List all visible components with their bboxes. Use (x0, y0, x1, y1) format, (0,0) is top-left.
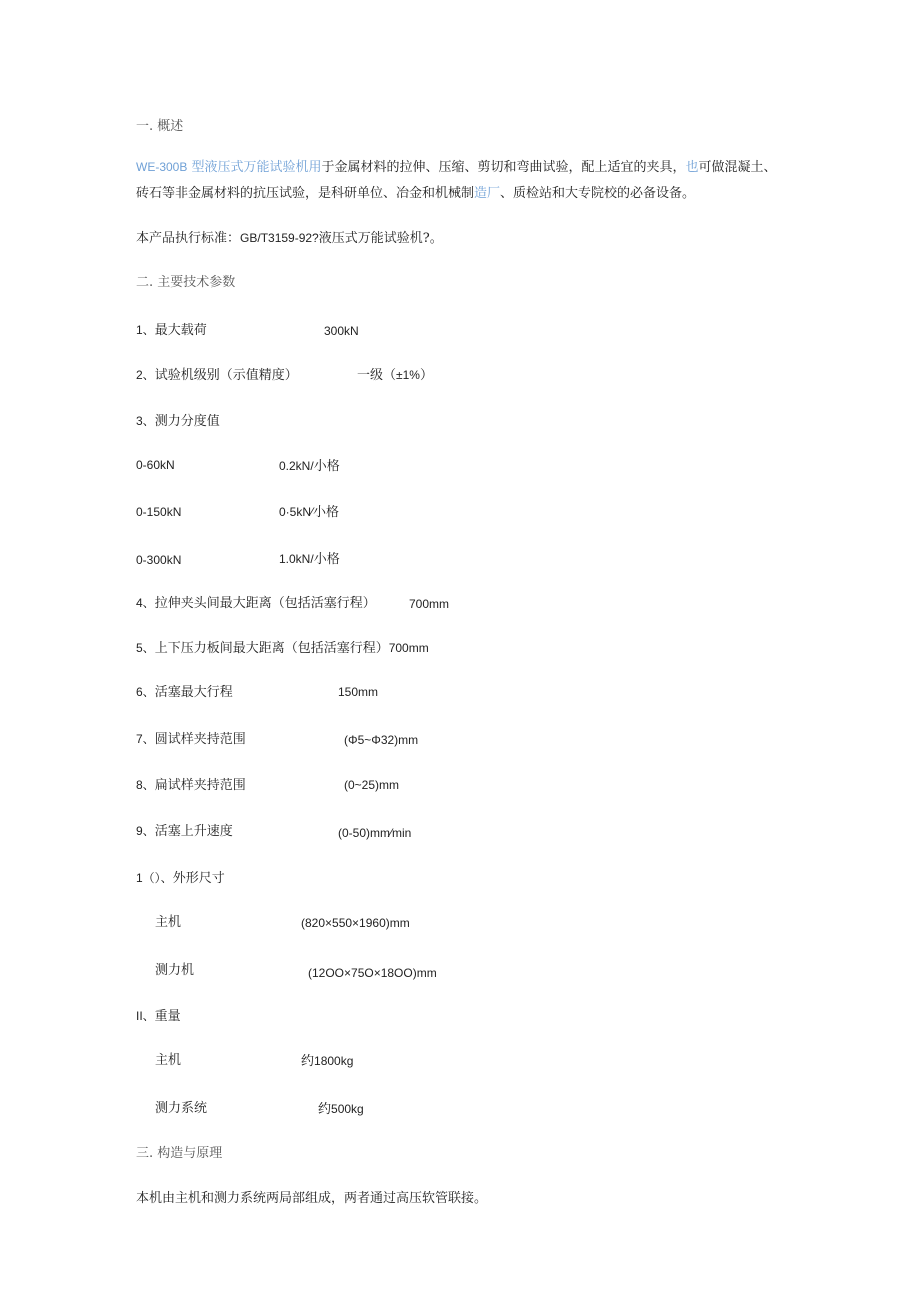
param-number: 3、 (136, 414, 155, 428)
division-unit: 小格 (313, 552, 340, 567)
weight-value: 500kg (331, 1102, 364, 1116)
range-label-300: 0-300kN (136, 553, 182, 567)
param-value-piston-stroke: 150mm (338, 685, 379, 699)
param-number: 2、 (136, 368, 155, 382)
division-value: 1.0kN/ (279, 552, 314, 566)
grade-suffix: ） (419, 368, 433, 383)
param-number: 9、 (136, 824, 155, 838)
param-label-platen-distance (136, 639, 429, 658)
dimension-label-force: 测力机 (155, 963, 195, 978)
param-text: 最大载荷 (154, 323, 207, 338)
param-label-round-clamp (136, 730, 246, 749)
intro-text-3: 砖石等非金属材料的抗压试验，是科研单位、冶金和机械制 (136, 186, 475, 201)
grade-value: ±1% (396, 368, 420, 382)
param-value-round-clamp: (Φ5~Φ32)mm (344, 733, 419, 747)
also-link[interactable]: 也 (685, 160, 699, 175)
standard-suffix: 液压式万能试验机?。 (318, 231, 443, 246)
param-text: 圆试样夹持范围 (154, 732, 246, 747)
grade-prefix: 一级（ (357, 368, 397, 383)
param-label-dimensions (136, 869, 225, 888)
param-label-tension-distance (136, 594, 376, 613)
param-label-division (136, 412, 220, 431)
intro-text-1: 于金属材料的拉伸、压缩、剪切和弯曲试验，配上适宜的夹具， (321, 160, 686, 175)
overview-paragraph (136, 154, 796, 207)
section-heading-structure: 三. 构造与原理 (136, 1146, 223, 1161)
param-text: 试验机级别（示值精度） (154, 368, 298, 383)
section-heading-overview: 一. 概述 (136, 119, 184, 134)
param-number: 5、 (136, 641, 155, 655)
param-number: 8、 (136, 778, 155, 792)
structure-paragraph: 本机由主机和测力系统两局部组成，两者通过高压软管联接。 (136, 1191, 488, 1206)
weight-label-force: 测力系统 (155, 1101, 208, 1116)
factory-link[interactable]: 造厂 (474, 186, 501, 201)
division-value: 0·5kN⁄ (279, 505, 314, 519)
param-text: 拉伸夹头间最大距离（包括活塞行程） (154, 596, 376, 611)
dimension-label-main: 主机 (155, 915, 182, 930)
intro-text-2: 可做混凝土、 (698, 160, 777, 175)
param-number: II、 (136, 1009, 155, 1023)
param-number: 6、 (136, 685, 155, 699)
range-value-60 (279, 457, 340, 476)
param-value-tension-distance: 700mm (409, 597, 450, 611)
param-label-grade (136, 366, 298, 385)
param-label-flat-clamp (136, 776, 246, 795)
param-text: 测力分度值 (154, 414, 220, 429)
intro-text-4: 、质检站和大专院校的必备设备。 (500, 186, 696, 201)
standard-line (136, 229, 443, 248)
division-unit: 小格 (313, 505, 340, 520)
range-label-150: 0-150kN (136, 505, 182, 519)
param-label-max-load (136, 321, 207, 340)
param-number: 7、 (136, 732, 155, 746)
weight-value-force (318, 1100, 364, 1119)
param-number: 1（）、 (136, 871, 173, 885)
param-value-grade (357, 366, 433, 385)
param-number: 4、 (136, 596, 155, 610)
param-value-platen-distance: 700mm (388, 641, 429, 655)
param-text: 活塞最大行程 (154, 685, 233, 700)
model-link[interactable]: WE-300B (136, 160, 188, 174)
division-unit: 小格 (313, 459, 340, 474)
param-label-weight (136, 1007, 181, 1026)
param-text: 重量 (154, 1009, 181, 1024)
range-label-60: 0-60kN (136, 458, 175, 472)
weight-value: 1800kg (314, 1054, 354, 1068)
param-label-piston-speed (136, 822, 233, 841)
section-heading-params: 二. 主要技术参数 (136, 275, 236, 290)
weight-value-main (301, 1052, 353, 1071)
param-value-flat-clamp: (0~25)mm (344, 778, 400, 792)
param-text: 扁试样夹持范围 (154, 778, 246, 793)
division-value: 0.2kN/ (279, 459, 314, 473)
dimension-value-main: (820×550×1960)mm (301, 916, 410, 930)
param-value-max-load: 300kN (324, 324, 359, 338)
standard-value: GB/T3159-92? (240, 231, 319, 245)
range-value-150 (279, 503, 339, 522)
param-label-piston-stroke (136, 683, 233, 702)
product-link[interactable]: 型液压式万能试验机用 (191, 160, 322, 175)
param-text: 外形尺寸 (172, 871, 225, 886)
param-text: 上下压力板间最大距离（包括活塞行程） (154, 641, 389, 656)
param-text: 活塞上升速度 (154, 824, 233, 839)
weight-prefix: 约 (301, 1054, 315, 1069)
range-value-300 (279, 550, 340, 569)
standard-prefix: 本产品执行标准： (136, 231, 241, 246)
dimension-value-force: (12OO×75O×18OO)mm (308, 966, 437, 980)
weight-prefix: 约 (318, 1102, 332, 1117)
param-number: 1、 (136, 323, 155, 337)
weight-label-main: 主机 (155, 1053, 182, 1068)
param-value-piston-speed: (0-50)mm⁄min (338, 826, 412, 840)
